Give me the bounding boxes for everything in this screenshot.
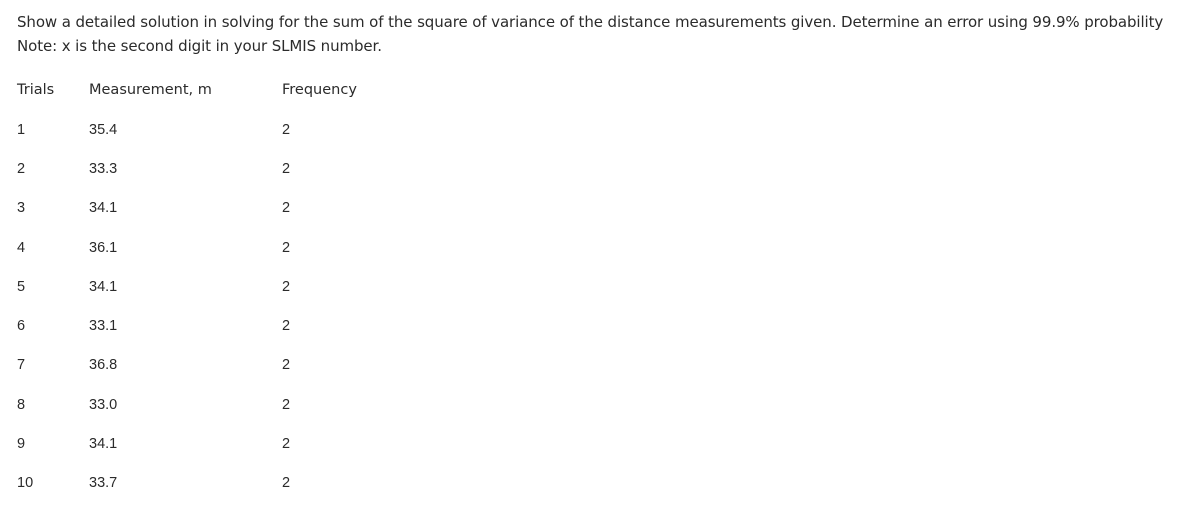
table-row [17, 306, 402, 345]
cell-frequency: 2 [282, 160, 291, 177]
cell-measurement: 34.1 [89, 436, 118, 453]
cell-frequency: 2 [282, 396, 291, 413]
cell-trial: 4 [17, 239, 26, 256]
cell-frequency: 2 [282, 278, 291, 295]
cell-trial: 1 [17, 121, 26, 138]
cell-measurement: 36.8 [89, 357, 118, 374]
cell-trial: 5 [17, 278, 26, 295]
cell-measurement: 33.3 [89, 160, 118, 177]
header-trials: Trials [17, 82, 55, 98]
cell-trial: 3 [17, 200, 26, 217]
table-row [17, 424, 402, 463]
cell-frequency: 2 [282, 121, 291, 138]
table-row [17, 228, 402, 267]
cell-frequency: 2 [282, 200, 291, 217]
cell-frequency: 2 [282, 318, 291, 335]
cell-trial: 6 [17, 318, 26, 335]
cell-frequency: 2 [282, 239, 291, 256]
table-row [17, 149, 402, 188]
cell-measurement: 34.1 [89, 278, 118, 295]
header-measurement: Measurement, m [89, 82, 212, 98]
table-row [17, 464, 402, 503]
cell-trial: 2 [17, 160, 26, 177]
cell-measurement: 33.0 [89, 396, 118, 413]
table-row [17, 385, 402, 424]
measurement-table [17, 70, 402, 503]
table-row [17, 189, 402, 228]
cell-trial: 7 [17, 357, 26, 374]
cell-frequency: 2 [282, 475, 291, 492]
cell-trial: 9 [17, 436, 26, 453]
cell-measurement: 36.1 [89, 239, 118, 256]
header-frequency: Frequency [282, 82, 357, 98]
table-row [17, 267, 402, 306]
question-text [17, 10, 1200, 58]
cell-measurement: 35.4 [89, 121, 118, 138]
cell-measurement: 34.1 [89, 200, 118, 217]
table-row [17, 346, 402, 385]
table-header-row [17, 70, 402, 110]
cell-trial: 10 [17, 475, 34, 492]
cell-measurement: 33.7 [89, 475, 118, 492]
cell-trial: 8 [17, 396, 26, 413]
cell-frequency: 2 [282, 357, 291, 374]
cell-measurement: 33.1 [89, 318, 118, 335]
question-line: Show a detailed solution in solving for the sum of the square of variance of the distance measurements given. Determine an error using 99.9% probability [17, 13, 1164, 31]
table-row [17, 110, 402, 149]
note-line: Note: x is the second digit in your SLMIS number. [17, 37, 382, 55]
cell-frequency: 2 [282, 436, 291, 453]
